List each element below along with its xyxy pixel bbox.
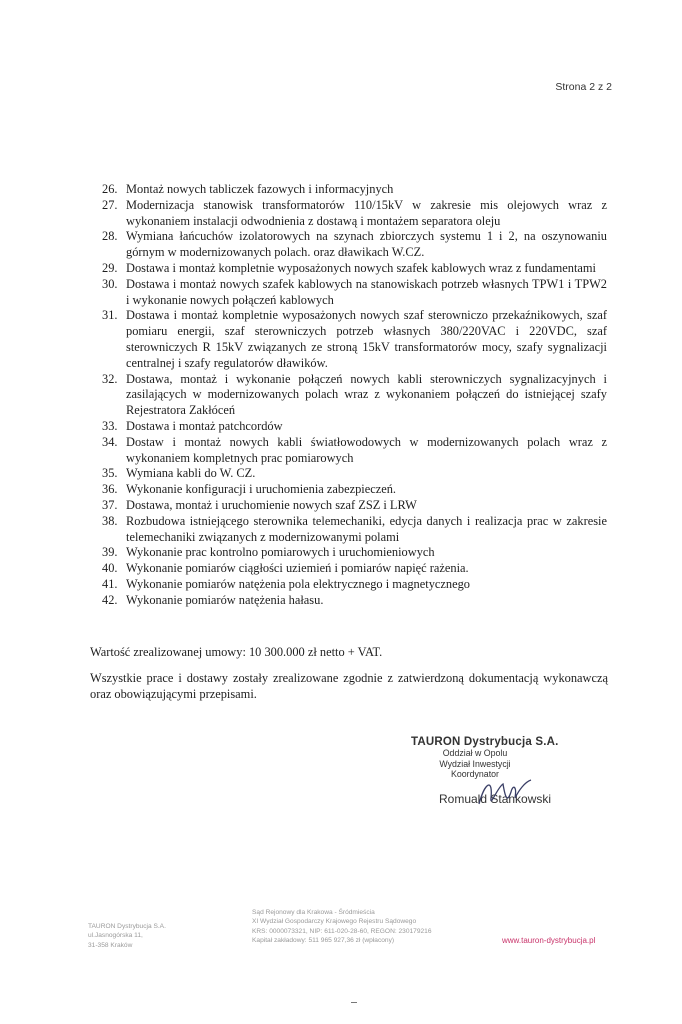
footer-city: 31-358 Kraków bbox=[88, 941, 133, 949]
list-item bbox=[102, 435, 607, 467]
list-item bbox=[102, 261, 607, 277]
compliance-statement: Wszystkie prace i dostawy zostały zrealizowane zgodnie z zatwierdzoną dokumentacją wykonawczą oraz obowiązującymi przepisami. bbox=[90, 670, 608, 701]
list-item-number: 38. bbox=[102, 513, 118, 528]
page-number: Strona 2 z 2 bbox=[555, 81, 612, 93]
list-item-text: Dostawa, montaż i uruchomienie nowych szaf ZSZ i LRW bbox=[126, 497, 417, 512]
list-item bbox=[102, 182, 607, 198]
list-item-text: Wykonanie prac kontrolno pomiarowych i uruchomieniowych bbox=[126, 545, 435, 560]
list-item-number: 41. bbox=[102, 576, 118, 591]
list-item-number: 35. bbox=[102, 466, 118, 481]
list-item-number: 40. bbox=[102, 561, 118, 576]
footer-street: ul.Jasnogórska 11, bbox=[88, 932, 143, 940]
list-item-number: 42. bbox=[102, 592, 118, 607]
stamp-branch: Oddział w Opolu bbox=[442, 748, 508, 758]
list-item bbox=[102, 229, 607, 261]
list-item-number: 30. bbox=[102, 276, 118, 291]
list-item bbox=[102, 466, 607, 482]
list-item bbox=[102, 593, 607, 609]
footer-company-name: TAURON Dystrybucja S.A. bbox=[88, 923, 166, 930]
list-item-number: 28. bbox=[102, 229, 118, 244]
list-item bbox=[102, 277, 607, 309]
signature-stamp bbox=[395, 736, 605, 806]
list-item-number: 37. bbox=[102, 497, 118, 512]
list-item bbox=[102, 577, 607, 593]
list-item-text: Dostawa i montaż nowych szafek kablowych na stanowiskach potrzeb własnych TPW1 i TPW2 i wykonanie nowych połączeń kablowych bbox=[126, 276, 607, 307]
signatory-name: Romuald Stankowski bbox=[439, 791, 552, 806]
list-item-number: 26. bbox=[102, 182, 118, 196]
summary-section bbox=[90, 645, 608, 712]
footer-registry-info bbox=[252, 908, 432, 945]
footer-registry-numbers: KRS: 0000073321, NIP: 611-020-28-60, REGON: 230179216 bbox=[252, 927, 432, 935]
page-mark bbox=[351, 1002, 357, 1003]
list-item bbox=[102, 372, 607, 419]
list-item-text: Wykonanie konfiguracji i uruchomienia zabezpieczeń. bbox=[126, 482, 397, 497]
list-item-number: 27. bbox=[102, 197, 118, 212]
list-item-text: Montaż nowych tabliczek fazowych i informacyjnych bbox=[126, 182, 394, 196]
list-item-number: 31. bbox=[102, 308, 118, 323]
list-item-text: Wymiana kabli do W. CZ. bbox=[126, 466, 256, 481]
list-item bbox=[102, 561, 607, 577]
list-item-number: 36. bbox=[102, 482, 118, 497]
stamp-department: Wydział Inwestycji bbox=[439, 758, 511, 769]
list-item-number: 29. bbox=[102, 260, 118, 275]
stamp-company: TAURON Dystrybucja S.A. bbox=[411, 736, 559, 748]
list-item-text: Modernizacja stanowisk transformatorów 110/15kV w zakresie mis olejowych wraz z wykonaniem instalacji odwodnienia z dostawą i montażem separatora oleju bbox=[126, 197, 607, 228]
list-item bbox=[102, 482, 607, 498]
list-item bbox=[102, 498, 607, 514]
contract-value-paragraph: Wartość zrealizowanej umowy: 10 300.000 zł netto + VAT. bbox=[90, 645, 383, 659]
list-item-text: Wykonanie pomiarów natężenia hałasu. bbox=[126, 592, 324, 607]
handwritten-signature bbox=[475, 774, 535, 814]
footer-court: Sąd Rejonowy dla Krakowa - Śródmieścia bbox=[252, 909, 375, 916]
list-item-number: 33. bbox=[102, 418, 118, 433]
list-item-text: Dostawa i montaż patchcordów bbox=[126, 418, 283, 433]
footer-company-address bbox=[88, 922, 166, 950]
list-item-text: Wykonanie pomiarów ciągłości uziemień i pomiarów napięć rażenia. bbox=[126, 561, 469, 576]
list-item-text: Dostawa i montaż kompletnie wyposażonych nowych szafek kablowych wraz z fundamentami bbox=[126, 260, 597, 275]
list-item bbox=[102, 545, 607, 561]
list-item-text: Dostawa, montaż i wykonanie połączeń nowych kabli sterowniczych sygnalizacyjnych i zasilających w modernizowanych polach wraz z wykonaniem połączeń do istniejącej szafy Rejestratora Zakłóceń bbox=[126, 371, 607, 418]
list-item bbox=[102, 198, 607, 230]
list-item-number: 39. bbox=[102, 545, 118, 560]
list-item-text: Dostaw i montaż nowych kabli światłowodowych w modernizowanych polach wraz z wykonaniem kompletnych prac pomiarowych bbox=[126, 434, 607, 465]
list-item-text: Wykonanie pomiarów natężenia pola elektrycznego i magnetycznego bbox=[126, 576, 470, 591]
list-item-text: Wymiana łańcuchów izolatorowych na szynach zbiorczych systemu 1 i 2, na oszynowaniu górnym w modernizowanych polach. oraz dławikach W.CZ. bbox=[126, 229, 607, 260]
footer-share-capital: Kapitał zakładowy: 511 965 927,36 zł (wpłacony) bbox=[252, 936, 395, 944]
works-list bbox=[102, 182, 607, 609]
footer-court-division: XI Wydział Gospodarczy Krajowego Rejestru Sądowego bbox=[252, 918, 417, 926]
list-item bbox=[102, 514, 607, 546]
list-item bbox=[102, 308, 607, 371]
list-item bbox=[102, 419, 607, 435]
list-item-number: 32. bbox=[102, 371, 118, 386]
list-item-text: Dostawa i montaż kompletnie wyposażonych nowych szaf sterowniczo przekaźnikowych, szaf pomiaru energii, szaf sterowniczych potrzeb własnych 380/220VAC i 220VDC, szaf sterowniczych R 15kV związanych ze stroną 15kV transformatorów mocy, szafy sygnalizacji centralnej i szafy regulatorów dławików. bbox=[126, 308, 607, 370]
list-item-number: 34. bbox=[102, 434, 118, 449]
stamp-role: Koordynator bbox=[451, 769, 499, 779]
footer-website-link[interactable]: www.tauron-dystrybucja.pl bbox=[502, 936, 596, 945]
list-item-text: Rozbudowa istniejącego sterownika telemechaniki, edycja danych i realizacja prac w zakresie telemechaniki związanych z modernizowanymi polami bbox=[126, 513, 607, 544]
